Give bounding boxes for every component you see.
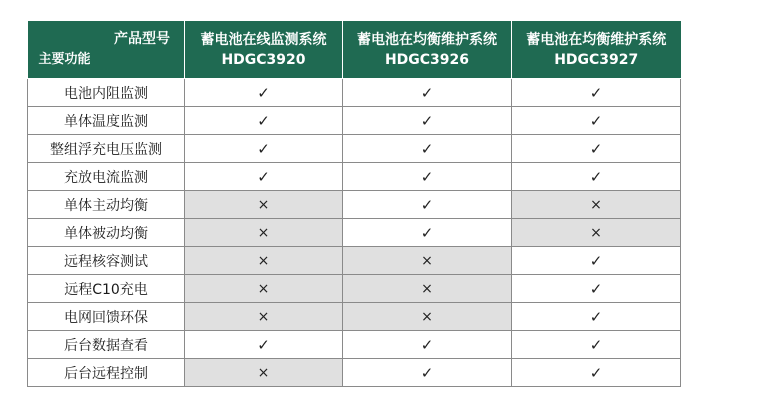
supported-cell <box>343 79 512 107</box>
check-mark-icon: ✓ <box>589 83 603 102</box>
unsupported-cell <box>343 275 512 303</box>
check-mark-icon: ✓ <box>589 279 603 298</box>
check-mark-icon: ✓ <box>257 111 270 130</box>
unsupported-cell <box>185 303 343 331</box>
supported-cell <box>512 331 681 359</box>
feature-cell: 远程C10充电 <box>28 275 185 303</box>
table-row <box>28 135 681 163</box>
unsupported-cell <box>512 219 681 247</box>
feature-cell: 单体被动均衡 <box>28 219 185 247</box>
product-model: HDGC3927 <box>554 51 639 68</box>
table-header <box>28 21 681 79</box>
check-mark-icon: ✓ <box>420 223 434 242</box>
supported-cell <box>185 135 343 163</box>
supported-cell <box>343 219 512 247</box>
cross-mark-icon: × <box>590 196 602 213</box>
unsupported-cell <box>185 359 343 387</box>
check-mark-icon: ✓ <box>420 363 434 382</box>
supported-cell <box>343 331 512 359</box>
cross-mark-icon: × <box>257 196 270 213</box>
check-mark-icon: ✓ <box>257 335 270 354</box>
supported-cell <box>512 247 681 275</box>
table-row <box>28 303 681 331</box>
table-row <box>28 275 681 303</box>
feature-cell: 充放电流监测 <box>28 163 185 191</box>
unsupported-cell <box>512 191 681 219</box>
unsupported-cell <box>185 191 343 219</box>
corner-header-cell <box>28 21 185 79</box>
table-row <box>28 219 681 247</box>
supported-cell <box>343 359 512 387</box>
product-header-hdgc3926 <box>343 21 512 79</box>
product-model: HDGC3926 <box>384 51 470 68</box>
table-body <box>28 79 681 387</box>
product-header-hdgc3920 <box>185 21 343 79</box>
supported-cell <box>343 163 512 191</box>
supported-cell <box>343 107 512 135</box>
product-model: HDGC3920 <box>221 51 306 68</box>
cross-mark-icon: × <box>421 252 433 269</box>
cross-mark-icon: × <box>421 280 433 297</box>
supported-cell <box>185 163 343 191</box>
table-row <box>28 247 681 275</box>
check-mark-icon: ✓ <box>420 167 434 186</box>
table-row <box>28 163 681 191</box>
product-model-label: 产品型号 <box>114 31 170 47</box>
check-mark-icon: ✓ <box>589 363 603 382</box>
cross-mark-icon: × <box>257 308 270 325</box>
supported-cell <box>185 107 343 135</box>
supported-cell <box>185 79 343 107</box>
product-name: 蓄电池在均衡维护系统 <box>357 31 497 48</box>
cross-mark-icon: × <box>421 308 433 325</box>
cross-mark-icon: × <box>257 364 270 381</box>
check-mark-icon: ✓ <box>589 111 603 130</box>
main-function-label: 主要功能 <box>38 52 91 67</box>
check-mark-icon: ✓ <box>420 83 434 102</box>
check-mark-icon: ✓ <box>257 167 270 186</box>
check-mark-icon: ✓ <box>589 251 603 270</box>
feature-cell: 远程核容测试 <box>28 247 185 275</box>
check-mark-icon: ✓ <box>420 111 434 130</box>
unsupported-cell <box>185 247 343 275</box>
unsupported-cell <box>343 303 512 331</box>
check-mark-icon: ✓ <box>420 335 434 354</box>
cross-mark-icon: × <box>590 224 602 241</box>
check-mark-icon: ✓ <box>589 167 603 186</box>
table-row <box>28 331 681 359</box>
product-header-hdgc3927 <box>512 21 681 79</box>
unsupported-cell <box>185 219 343 247</box>
unsupported-cell <box>343 247 512 275</box>
table-row <box>28 79 681 107</box>
feature-cell: 后台远程控制 <box>28 359 185 387</box>
table-row <box>28 359 681 387</box>
supported-cell <box>343 191 512 219</box>
supported-cell <box>512 107 681 135</box>
unsupported-cell <box>185 275 343 303</box>
check-mark-icon: ✓ <box>589 139 603 158</box>
supported-cell <box>512 135 681 163</box>
comparison-table <box>27 21 681 387</box>
feature-cell: 单体主动均衡 <box>28 191 185 219</box>
supported-cell <box>512 79 681 107</box>
product-name: 蓄电池在线监测系统 <box>200 31 327 48</box>
feature-cell: 单体温度监测 <box>28 107 185 135</box>
check-mark-icon: ✓ <box>589 335 603 354</box>
check-mark-icon: ✓ <box>257 139 270 158</box>
check-mark-icon: ✓ <box>257 83 270 102</box>
feature-cell: 后台数据查看 <box>28 331 185 359</box>
supported-cell <box>512 359 681 387</box>
feature-cell: 电池内阻监测 <box>28 79 185 107</box>
supported-cell <box>512 303 681 331</box>
supported-cell <box>343 135 512 163</box>
check-mark-icon: ✓ <box>589 307 603 326</box>
cross-mark-icon: × <box>257 224 270 241</box>
check-mark-icon: ✓ <box>420 195 434 214</box>
product-name: 蓄电池在均衡维护系统 <box>526 31 667 48</box>
supported-cell <box>512 275 681 303</box>
cross-mark-icon: × <box>257 252 270 269</box>
supported-cell <box>512 163 681 191</box>
feature-cell: 整组浮充电压监测 <box>28 135 185 163</box>
cross-mark-icon: × <box>257 280 270 297</box>
table-row <box>28 191 681 219</box>
table-row <box>28 107 681 135</box>
header-row <box>28 21 681 79</box>
feature-cell: 电网回馈环保 <box>28 303 185 331</box>
supported-cell <box>185 331 343 359</box>
check-mark-icon: ✓ <box>420 139 434 158</box>
